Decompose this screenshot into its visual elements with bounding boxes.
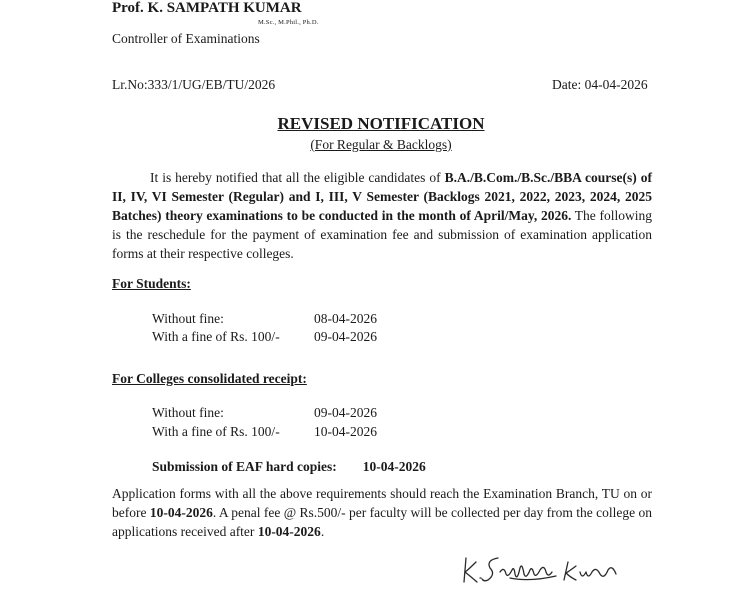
signature-image: [460, 548, 640, 588]
eaf-date: 10-04-2026: [362, 459, 426, 474]
controller-name: Prof. K. SAMPATH KUMAR: [112, 0, 302, 16]
intro-text-bold: B.A./B.Com./B.Sc./BBA course(s) of II, IV, VI Semester (Regular) and I, III, V Semester (Backlogs 2021, 2022, 2023, 2024, 2025 Batches) theory examinations to be conducted in the month of April/May, 2026.: [112, 170, 652, 223]
signature-stroke: [500, 566, 552, 577]
notification-subtitle: (For Regular & Backlogs): [310, 137, 452, 152]
letter-date: Date: 04-04-2026: [552, 77, 648, 92]
closing-text-2: . A penal fee @ Rs.500/- per faculty will be collected per day from the college on applications received after: [112, 505, 652, 539]
students-row-value: 08-04-2026: [314, 311, 377, 326]
signature-stroke: [482, 558, 498, 581]
closing-text-3: .: [320, 524, 325, 539]
eaf-label: Submission of EAF hard copies:: [152, 459, 337, 474]
signature-stroke: [464, 558, 466, 582]
letter-number: Lr.No:333/1/UG/EB/TU/2026: [112, 77, 276, 92]
controller-designation: Controller of Examinations: [112, 31, 260, 46]
eaf-submission: [152, 459, 426, 475]
students-heading: For Students:: [112, 276, 191, 291]
controller-degrees: M.Sc., M.Phil., Ph.D.: [258, 19, 319, 26]
signature-stroke: [465, 562, 477, 582]
closing-paragraph: [112, 484, 652, 541]
colleges-row-value: 10-04-2026: [314, 424, 377, 439]
colleges-row-value: 09-04-2026: [314, 405, 377, 420]
students-row-label: With a fine of Rs. 100/-: [152, 329, 280, 344]
intro-text-2: The following is the reschedule for the payment of examination fee and submission of examination application forms at their respective colleges.: [112, 208, 652, 261]
students-row-label: Without fine:: [152, 311, 224, 326]
students-row-value: 09-04-2026: [314, 329, 377, 344]
intro-paragraph: [112, 168, 652, 263]
colleges-row-label: Without fine:: [152, 405, 224, 420]
signature-stroke: [564, 562, 568, 580]
intro-text-1: It is hereby notified that all the eligible candidates of: [150, 170, 445, 185]
signature-stroke: [566, 566, 576, 580]
closing-date-1: 10-04-2026: [149, 505, 213, 520]
colleges-row-label: With a fine of Rs. 100/-: [152, 424, 280, 439]
signature-stroke: [580, 568, 616, 577]
notification-title: REVISED NOTIFICATION: [277, 114, 485, 133]
closing-date-2: 10-04-2026: [257, 524, 321, 539]
colleges-heading: For Colleges consolidated receipt:: [112, 371, 307, 386]
closing-text-1: Application forms with all the above requirements should reach the Examination Branch, TU on or before: [112, 486, 652, 520]
